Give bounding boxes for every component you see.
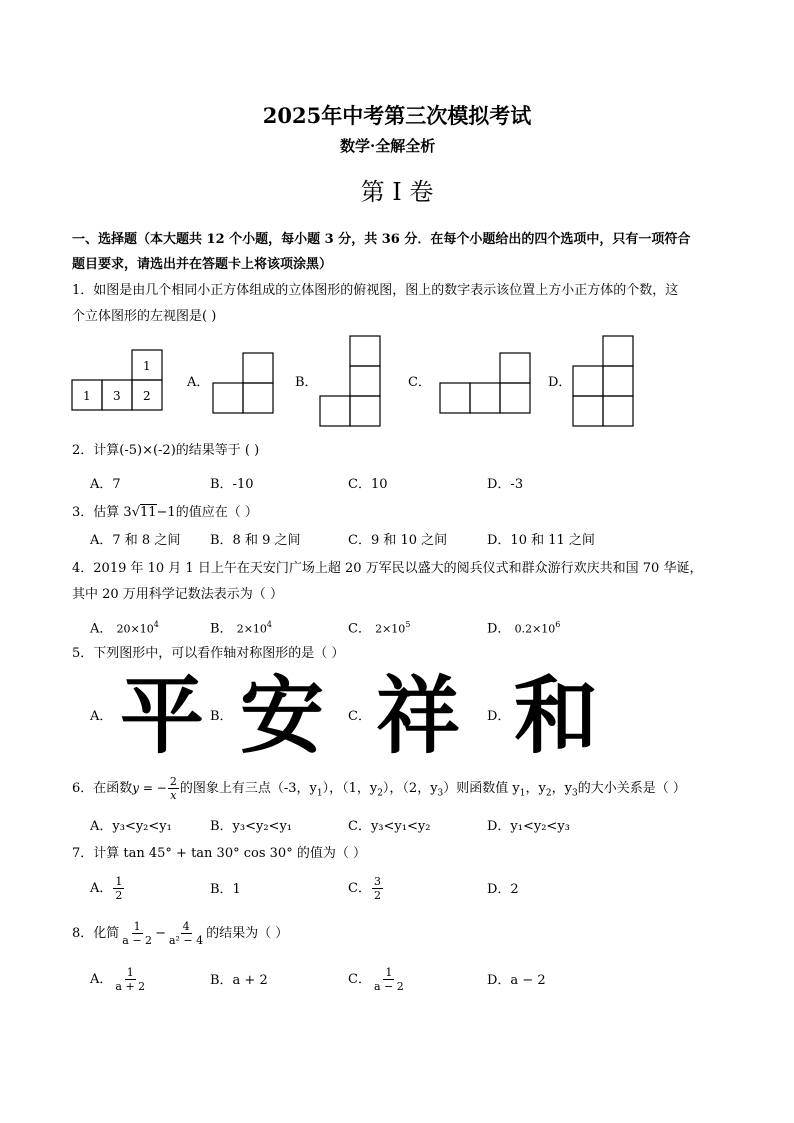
section-instructions-2: 题目要求，请选出并在答题卡上将该项涂黑） [72,257,333,272]
page-subtitle: 数学·全解全析 [340,137,436,155]
q4-stem-1: 4．2019 年 10 月 1 日上午在天安门广场上超 20 万军民以盛大的阅兵仪式和群众游行欢庆共和国 70 华诞， [72,561,703,576]
q4-stem-2: 其中 20 万用科学记数法表示为（ ） [72,587,283,602]
q1-option-a-label: A． [187,375,210,390]
q2-option-b[interactable]: B．-10 [210,477,254,492]
q4-option-c[interactable] [348,616,410,638]
fraction-denominator: 2 [115,889,123,902]
grid-number: 3 [113,389,121,403]
q3-option-a[interactable]: A．7 和 8 之间 [90,533,181,548]
q8-stem [72,920,288,947]
fraction-numerator: 1 [385,966,393,979]
q7-option-b[interactable]: B．1 [210,882,241,897]
q1-option-b-label: B． [295,375,318,390]
q7-option-d[interactable]: D．2 [487,882,519,897]
q7-option-c-fraction [372,875,383,902]
q4-option-c-exp: 5 [405,620,411,629]
fraction-denominator: 2 [373,889,381,902]
q6-text: ，y [551,781,572,796]
q1-option-a-figure[interactable] [213,353,275,415]
page-title: 2025年中考第三次模拟考试 [262,103,532,128]
q3-coef: 3 [123,505,132,520]
q6-func-fraction [168,775,179,802]
q1-option-d-label: D． [548,375,572,390]
fraction-numerator: 1 [115,875,123,888]
q6-suffix: 的图象上有三点（-3，y [179,781,317,796]
q1-stem-1: 1．如图是由几个相同小正方体组成的立体图形的俯视图，图上的数字表示该位置上方小正方体的个数，这 [72,283,679,298]
option-label: A． [90,972,113,987]
q4-option-d[interactable] [487,616,560,638]
q4-option-a-exp: 4 [153,620,159,629]
fraction-denominator: a + 2 [115,980,146,993]
option-label: C． [348,881,371,896]
q4-option-d-value: 0.2×10 [514,622,556,636]
q1-stem-2: 个立体图形的左视图是( ) [72,309,217,324]
q8-option-c[interactable] [348,966,407,993]
q6-text: 的大小关系是（ ） [577,781,686,796]
q4-option-c-value: 2×10 [375,622,406,636]
q8-fraction-2 [167,920,205,947]
q1-option-c-label: C． [408,375,431,390]
q2-option-a[interactable]: A．7 [90,477,121,492]
q5-stem: 5．下列图形中，可以看作轴对称图形的是（ ） [72,646,345,661]
q3-option-b[interactable]: B．8 和 9 之间 [210,533,301,548]
fraction-denominator: a² − 4 [168,934,204,947]
q6-option-c[interactable]: C．y₃<y₁<y₂ [348,819,431,834]
fraction-denominator: a − 2 [373,980,404,993]
fraction-numerator: 1 [126,966,134,979]
q7-option-a-fraction [113,875,124,902]
q5-option-d-char[interactable]: 和 [514,667,599,765]
q8-option-a-fraction [113,966,147,993]
option-label: A． [90,621,113,637]
fraction-numerator: 4 [182,920,190,933]
q4-option-b-exp: 4 [266,620,273,629]
q7-option-a[interactable] [90,875,125,902]
q1-top-view-grid [72,350,164,412]
q6-text: ），（2，y [382,781,438,796]
fraction-numerator: 2 [169,775,177,788]
q6-text: ），（1，y [322,781,378,796]
grid-number: 2 [143,389,151,403]
q8-minus: − [155,926,166,941]
q3-option-d[interactable]: D．10 和 11 之间 [487,533,595,548]
q6-option-b[interactable]: B．y₃<y₂<y₁ [210,819,293,834]
q1-option-b-figure[interactable] [320,336,382,428]
option-label: D． [487,621,511,637]
q3-prefix: 3．估算 [72,505,124,520]
q8-option-d[interactable]: D．a − 2 [487,973,546,988]
q5-option-c-char[interactable]: 祥 [376,667,461,765]
q8-option-c-fraction [372,966,406,993]
q8-option-a[interactable] [90,966,148,993]
q6-stem: 6．在函数y = − $\frac{2}{x}$ 的图象上有三点（-3，$y_1$），（1，$y_2$），（2，$y_3$）则函数值 $y_1$，$y_2$，$y_3$的大小关系是（ ） [72,775,686,802]
volume-heading: 第 I 卷 [360,178,434,206]
q6-prefix: 6．在函数 [72,781,133,796]
q6-option-d[interactable]: D．y₁<y₂<y₃ [487,819,570,834]
q1-option-d-figure[interactable] [573,336,635,428]
q5-option-a-label: A． [90,709,113,724]
q3-suffix: 的值应在（ ） [175,505,258,520]
fraction-numerator: 3 [373,875,381,888]
q5-option-c-label: C． [348,709,371,724]
q1-option-c-figure[interactable] [440,353,532,415]
q5-option-b-char[interactable]: 安 [240,667,325,765]
section-instructions-1: 一、选择题（本大题共 12 个小题，每小题 3 分，共 36 分．在每个小题给出的四个选项中，只有一项符合 [72,232,691,247]
q8-fraction-1 [120,920,154,947]
fraction-denominator: a − 2 [122,934,153,947]
q6-text: ）则函数值 y [443,781,520,796]
option-label: A． [90,881,113,896]
q3-option-c[interactable]: C．9 和 10 之间 [348,533,448,548]
q7-option-c[interactable] [348,875,384,902]
q3-stem [72,504,258,522]
q4-option-d-exp: 6 [555,620,561,629]
q6-option-a[interactable]: A．y₃<y₂<y₁ [90,819,172,834]
fraction-numerator: 1 [133,920,141,933]
q4-option-b-value: 2×10 [236,622,267,636]
option-label: C． [348,621,371,637]
q3-expr-tail: −1 [156,505,176,520]
sqrt-icon: √ [131,505,140,520]
q2-stem: 2．计算(-5)×(-2)的结果等于 ( ) [72,443,260,458]
grid-number: 1 [83,389,91,403]
q8-suffix: 的结果为（ ） [206,926,289,941]
option-label: B． [210,621,233,637]
q8-option-b[interactable]: B．a + 2 [210,973,268,988]
q3-radicand: 11 [139,505,157,520]
q4-option-b[interactable] [210,616,272,638]
q4-option-a-value: 20×10 [116,622,154,636]
fraction-denominator: x [170,789,177,802]
q5-option-d-label: D． [487,709,511,724]
q5-option-b-label: B． [210,709,233,724]
q4-option-a[interactable] [90,616,159,638]
option-label: C． [348,972,371,987]
q6-func-lhs: y = − [132,781,167,795]
q2-option-c[interactable]: C．10 [348,477,388,492]
grid-number: 1 [143,359,151,373]
q5-option-a-char[interactable]: 平 [120,667,205,765]
q6-text: ，y [525,781,546,796]
q7-stem: 7．计算 tan 45° + tan 30° cos 30° 的值为（ ） [72,846,366,861]
q2-option-d[interactable]: D．-3 [487,477,524,492]
q8-prefix: 8．化简 [72,926,120,941]
